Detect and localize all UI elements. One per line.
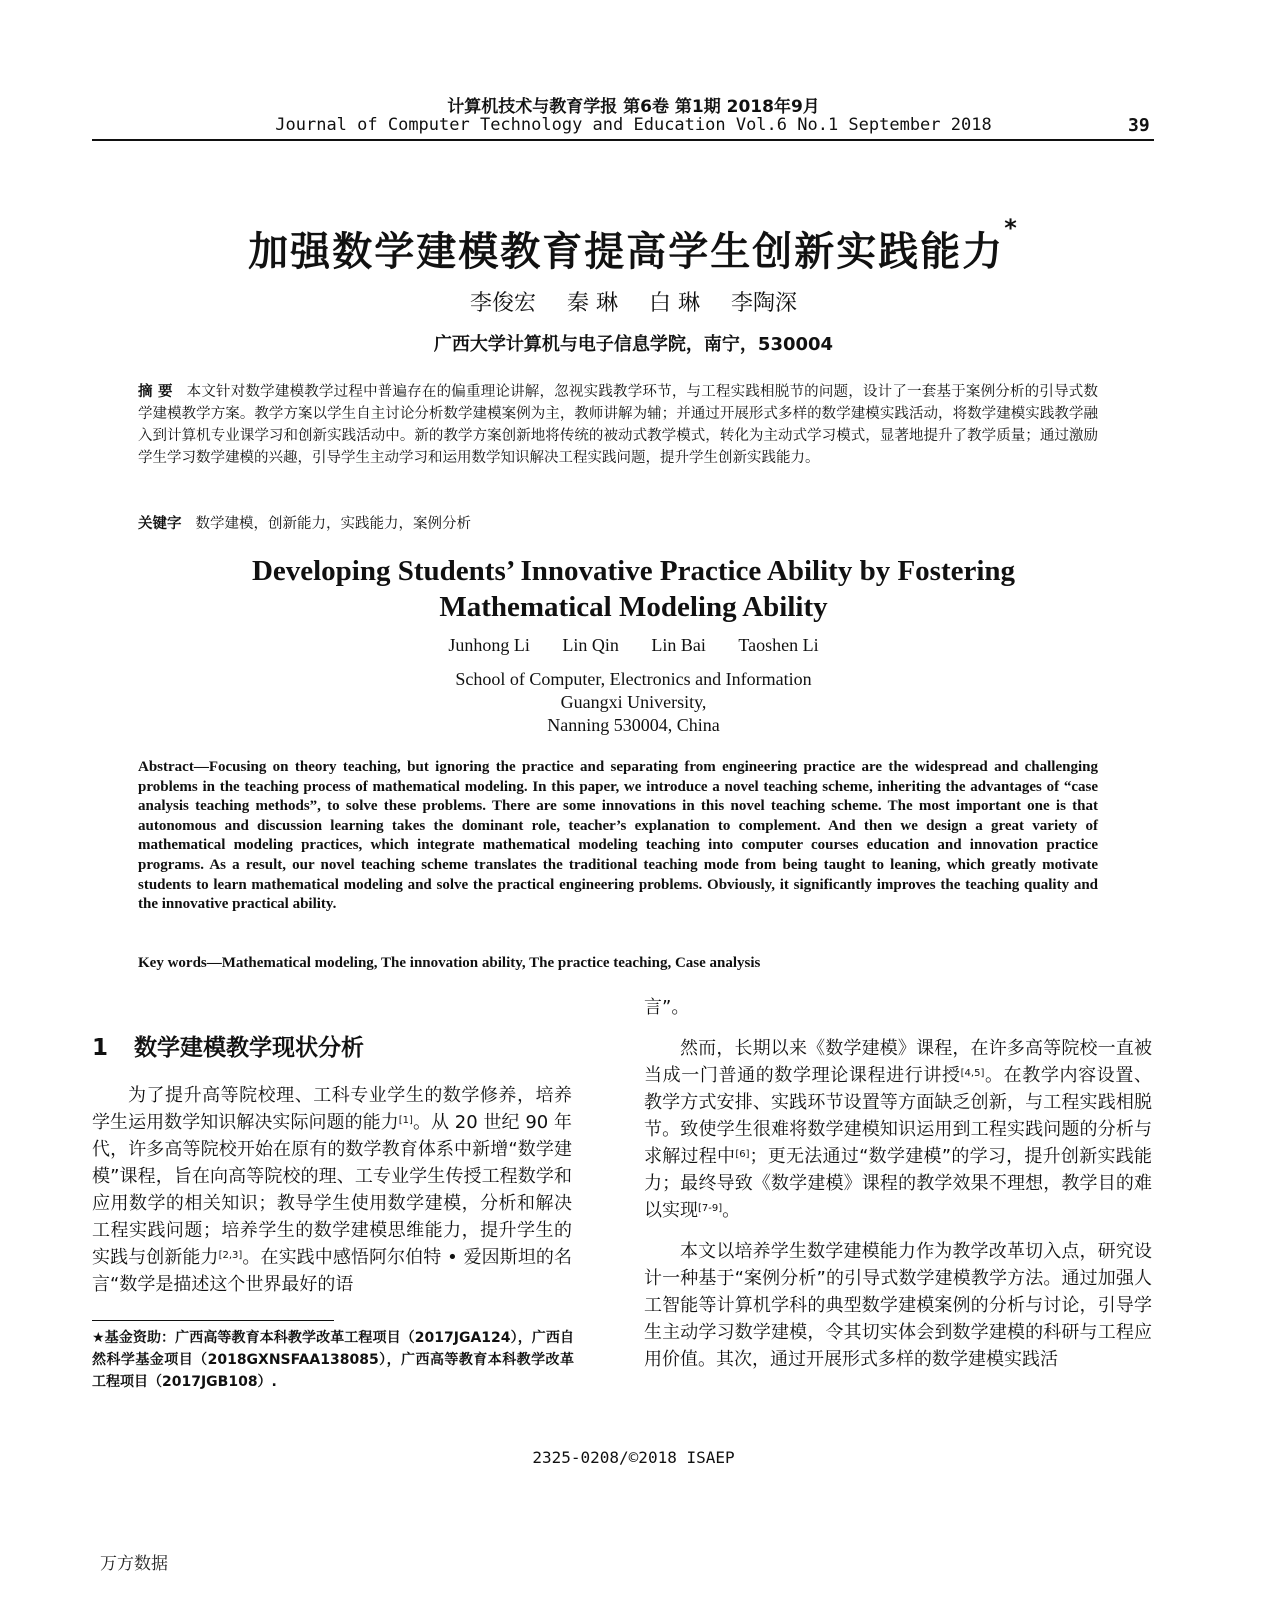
watermark: 万方数据 — [100, 1554, 168, 1574]
paper-title-cn-text: 加强数学建模教育提高学生创新实践能力 — [248, 229, 1005, 275]
paper-title-en-line: Developing Students’ Innovative Practice Ability by Fostering — [251, 555, 1016, 587]
text-run: 。在实践中感悟阿尔伯特 • 爱因斯坦的名言“数学是描述这个世界最好的语 — [92, 1247, 573, 1295]
affiliation-en-line: School of Computer, Electronics and Information — [455, 669, 812, 689]
page-number: 39 — [1128, 115, 1150, 136]
author-en: Lin Qin — [562, 635, 619, 655]
section-number: 1 — [92, 1035, 109, 1061]
funding-footnote: ★基金资助：广西高等教育本科教学改革工程项目（2017JGA124），广西自然科学基金项目（2018GXNSFAA138085），广西高等教育本科教学改革工程项目（2017JGB108）. — [92, 1330, 574, 1390]
author-cn: 秦 琳 — [567, 291, 618, 316]
affiliation-en-line: Nanning 530004, China — [547, 715, 720, 735]
abstract-en: Abstract—Focusing on theory teaching, but ignoring the practice and separating from engineering practice are the widespread and challenging problems in the teaching process of mathematical modeling. In this paper, we introduce a novel teaching scheme, inheriting the advantages of “case analysis teaching methods”, to solve these problems. There are some innovations in this novel teaching scheme. The most important one is that autonomous and discussion learning takes the dominant role, teacher’s explanation to complement. And then we design a great variety of mathematical modeling practices, which integrate mathematical modeling teaching into computer courses education and innovation practice programs. As a result, our novel teaching scheme translates the traditional teaching mode from being taught to leaning, which greatly motivate students to learn mathematical modeling and solve the practical engineering problems. Obviously, it significantly improves the teaching quality and the innovative practical ability. — [138, 759, 1098, 913]
affiliation-cn: 广西大学计算机与电子信息学院，南宁，530004 — [433, 334, 834, 355]
abstract-cn-text: 本文针对数学建模教学过程中普遍存在的偏重理论讲解，忽视实践教学环节，与工程实践相脱节的问题，设计了一套基于案例分析的引导式数学建模教学方案。教学方案以学生自主讨论分析数学建模案例为主，教师讲解为辅；并通过开展形式多样的数学建模实践活动，将数学建模实践教学融入到计算机专业课学习和创新实践活动中。新的教学方案创新地将传统的被动式教学模式，转化为主动式学习模式，显著地提升了教学质量；通过激励学生学习数学建模的兴趣，引导学生主动学习和运用数学知识解决工程实践问题，提升学生创新实践能力。 — [138, 384, 1098, 466]
abstract-cn-label: 摘 要 — [138, 384, 173, 400]
affiliation-en — [0, 668, 1267, 737]
body-paragraph — [644, 1035, 1152, 1224]
author-cn: 李陶深 — [731, 291, 798, 316]
citation: [7-9] — [698, 1203, 723, 1214]
header-rule — [92, 139, 1154, 141]
keywords-cn — [138, 513, 1098, 535]
issn-footer: 2325-0208/©2018 ISAEP — [532, 1448, 735, 1467]
left-column — [92, 1032, 572, 1298]
authors-en — [0, 635, 1267, 656]
text-run: 。 — [722, 1200, 741, 1221]
text-run: 。从 20 世纪 90 年代，许多高等院校开始在原有的数学教育体系中新增“数学建模”课程，旨在向高等院校的理、工专业学生传授工程数学和应用数学的相关知识；教导学生使用数学建模，分析和解决工程实践问题；培养学生的数学建模思维能力，提升学生的实践与创新能力 — [92, 1112, 572, 1268]
author-en: Taoshen Li — [738, 635, 819, 655]
author-en: Lin Bai — [651, 635, 706, 655]
section-title: 数学建模教学现状分析 — [134, 1035, 365, 1061]
paper-title-en — [0, 553, 1267, 625]
body-paragraph: 本文以培养学生数学建模能力作为教学改革切入点，研究设计一种基于“案例分析”的引导式数学建模教学方法。通过加强人工智能等计算机学科的典型数学建模案例的分析与讨论，引导学生主动学习数学建模，令其切实体会到数学建模的科研与工程应用价值。其次，通过开展形式多样的数学建模实践活 — [644, 1241, 1152, 1370]
continuation-text: 言”。 — [644, 997, 690, 1018]
affiliation-en-line: Guangxi University, — [560, 692, 707, 712]
author-en: Junhong Li — [448, 635, 530, 655]
journal-header-en: Journal of Computer Technology and Education Vol.6 No.1 September 2018 — [275, 115, 992, 135]
text-run: 然而，长期以来《数学建模》课程，在许多高等院校一直被当成一门普通的数学理论课程进行讲授 — [644, 1038, 1152, 1086]
text-run: ；更无法通过“数学建模”的学习，提升创新实践能力；最终导致《数学建模》课程的教学效果不理想，教学目的难以实现 — [644, 1146, 1152, 1221]
citation: [4,5] — [960, 1068, 985, 1079]
citation: [2,3] — [218, 1250, 243, 1261]
text-run: 为了提升高等院校理、工科专业学生的数学修养，培养学生运用数学知识解决实际问题的能力 — [92, 1085, 572, 1133]
keywords-en: Key words—Mathematical modeling, The innovation ability, The practice teaching, Case analysis — [138, 955, 761, 971]
section-heading — [92, 1032, 572, 1064]
author-cn: 李俊宏 — [469, 291, 536, 316]
text-run: 。在教学内容设置、教学方式安排、实践环节设置等方面缺乏创新，与工程实践相脱节。致使学生很难将数学建模知识运用到工程实践问题的分析与求解过程中 — [644, 1065, 1153, 1167]
right-column — [644, 994, 1152, 1373]
author-cn: 白 琳 — [649, 291, 700, 316]
body-paragraph — [92, 1082, 572, 1298]
abstract-cn — [138, 381, 1098, 469]
keywords-cn-label: 关键字 — [138, 516, 182, 532]
paper-title-cn — [0, 214, 1267, 277]
citation: [6] — [735, 1149, 750, 1160]
authors-cn — [0, 286, 1267, 317]
paper-title-en-line: Mathematical Modeling Ability — [439, 591, 828, 623]
title-footnote-marker: * — [1004, 214, 1019, 242]
citation: [1] — [398, 1115, 413, 1126]
footnote-rule — [92, 1320, 334, 1321]
keywords-cn-text: 数学建模，创新能力，实践能力，案例分析 — [195, 516, 471, 532]
journal-header-cn: 计算机技术与教育学报 第6卷 第1期 2018年9月 — [447, 97, 820, 117]
